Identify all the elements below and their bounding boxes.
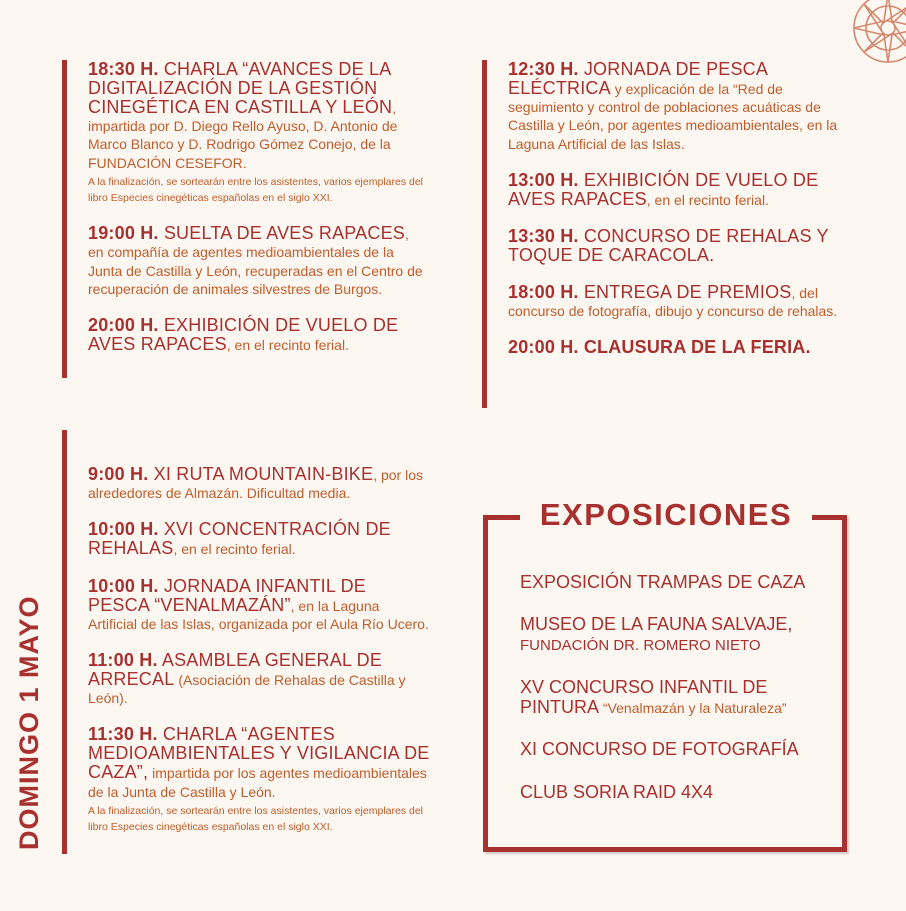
event-item [88,60,428,206]
event-title: ASAMBLEA GENERAL DE ARRECAL [88,649,383,689]
event-title: JORNADA DE PESCA ELÉCTRICA [508,59,768,98]
event-time: 11:30 H. [88,724,158,745]
event-time: 10:00 H. [88,519,159,540]
event-time: 12:30 H. [508,59,579,79]
event-item [88,651,430,707]
sunday-bar [62,430,67,854]
event-desc: , en el recinto ferial. [646,191,769,208]
exposiciones-title: EXPOSICIONES [520,492,812,538]
expo-item [520,677,840,717]
event-time: 11:00 H. [88,649,158,670]
event-desc: , del concurso de fotografía, dibujo y concurso de rehalas. [508,284,838,320]
expo-item [520,739,840,759]
event-item [508,227,848,265]
expo-item-main: CLUB SORIA RAID 4X4 [520,781,714,802]
event-time: 10:00 H. [88,575,159,596]
exposiciones-list [520,572,840,824]
expo-item-sub: FUNDACIÓN DR. ROMERO NIETO [520,637,761,655]
event-title: XI RUTA MOUNTAIN-BIKE [153,464,374,484]
left-top-events [88,60,428,372]
event-desc: impartida por los agentes medioambientales de la Junta de Castilla y León. [88,765,427,800]
event-title: CHARLA “AGENTES MEDIOAMBIENTALES Y VIGILANCIA DE CAZA”, [88,724,430,783]
left-top-bar [62,60,67,378]
event-time: 20:00 H. [88,315,159,336]
right-top-bar [482,60,487,408]
event-desc: , en el recinto ferial. [173,541,296,558]
event-item [508,283,848,320]
sunday-day-label: DOMINGO 1 MAYO [14,595,44,850]
event-note: A la finalización, se sortearán entre los asistentes, varios ejemplares del libro Especies cinegéticas españolas en el siglo XXI. [88,804,424,833]
event-time: 18:30 H. [88,59,159,79]
event-item [508,338,848,357]
event-item [508,60,848,153]
event-item [88,316,428,354]
event-title: CLAUSURA DE LA FERIA. [583,337,811,358]
event-desc: , por los alrededores de Almazán. Dificultad media. [88,467,424,502]
event-time: 20:00 H. [508,337,579,358]
event-desc: , impartida por D. Diego Rello Ayuso, D. Antonio de Marco Blanco y D. Rodrigo Gómez Conejo, de la FUNDACIÓN CESEFOR. [88,100,398,171]
expo-item [520,614,840,655]
right-top-events [508,60,848,375]
event-desc: , en el recinto ferial. [226,337,349,354]
event-title: CONCURSO DE REHALAS Y TOQUE DE CARACOLA. [508,225,829,265]
expo-item [520,572,840,592]
event-desc: y explicación de la “Red de seguimiento y control de poblaciones acuáticas de Castilla y León, por agentes medioambientales, en la Laguna Artificial de las Islas. [508,81,838,152]
event-title: SUELTA DE AVES RAPACES [163,223,405,244]
event-item [88,520,430,558]
event-title: EXHIBICIÓN DE VUELO DE AVES RAPACES [508,169,819,209]
event-desc: , en compañía de agentes medioambientales de la Junta de Castilla y León, recuperadas en el Centro de recuperación de animales silvestres de Burgos. [88,226,423,297]
event-item [88,725,430,835]
expo-item-main: XI CONCURSO DE FOTOGRAFÍA [520,739,799,760]
event-time: 19:00 H. [88,223,159,244]
event-title: JORNADA INFANTIL DE PESCA “VENALMAZÁN” [88,575,367,615]
expo-item-desc: “Venalmazán y la Naturaleza” [599,700,787,717]
expo-item [520,782,840,802]
expo-item-main: XV CONCURSO INFANTIL DE PINTURA [520,677,768,718]
event-time: 13:00 H. [508,169,579,190]
expo-item-main: MUSEO DE LA FAUNA SALVAJE, [520,614,793,635]
event-desc: (Asociación de Rehalas de Castilla y León). [88,671,406,707]
event-desc: , en la Laguna Artificial de las Islas, organizada por el Aula Río Ucero. [88,597,429,632]
event-item [88,577,430,633]
event-title: EXHIBICIÓN DE VUELO DE AVES RAPACES [88,315,399,355]
event-item [88,465,430,502]
event-time: 9:00 H. [88,464,149,484]
event-title: XVI CONCENTRACIÓN DE REHALAS [88,519,391,559]
event-time: 13:30 H. [508,225,579,246]
expo-item-main: EXPOSICIÓN TRAMPAS DE CAZA [520,572,806,592]
sun-rosette-icon [846,0,906,66]
sunday-events [88,465,430,853]
event-time: 18:00 H. [508,281,579,302]
event-item [508,171,848,209]
event-title: CHARLA “AVANCES DE LA DIGITALIZACIÓN DE LA GESTIÓN CINEGÉTICA EN CASTILLA Y LEÓN [88,59,393,117]
event-title: ENTREGA DE PREMIOS [583,281,792,302]
event-item [88,224,428,298]
event-note: A la finalización, se sortearán entre los asistentes, varios ejemplares del libro Especies cinegéticas españolas en el siglo XXI. [88,175,424,205]
